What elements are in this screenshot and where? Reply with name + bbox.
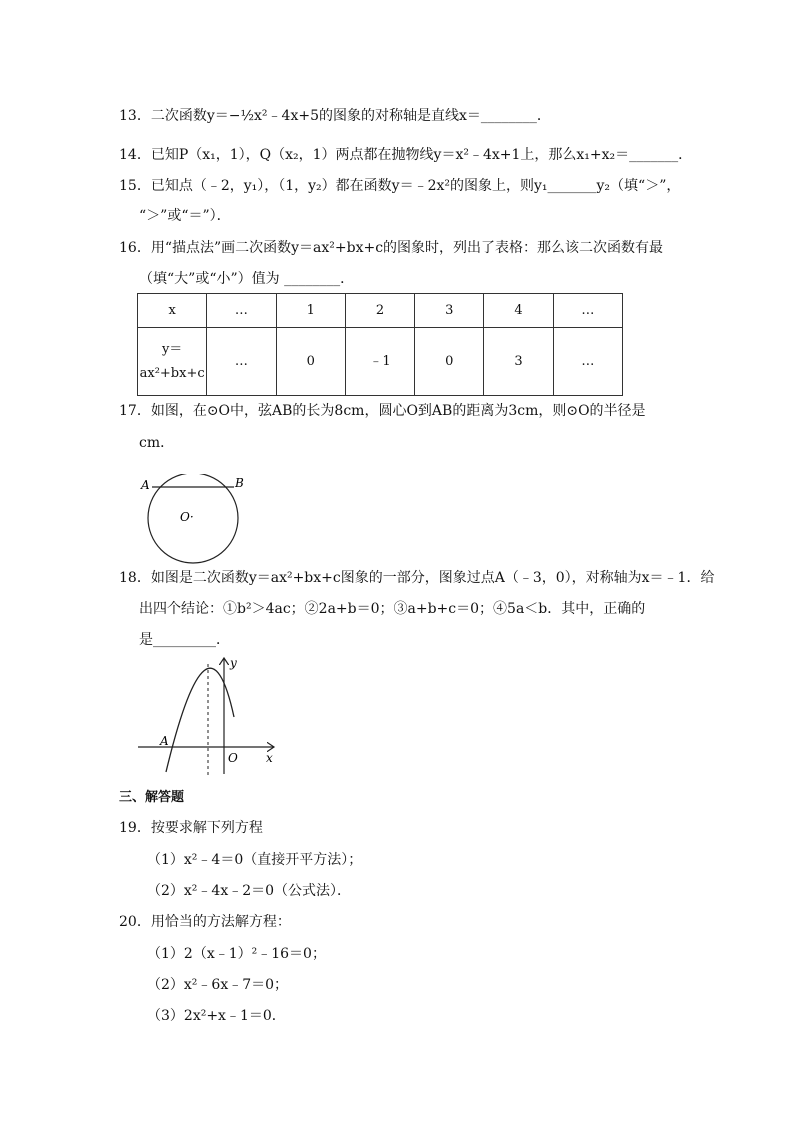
question-17-line-1: 17．如图，在⊙O中，弦AB的长为8cm，圆心O到AB的距离为3cm，则⊙O的半径是	[119, 403, 646, 419]
table-header-cell	[138, 328, 207, 396]
question-20-part-2: （2）x²﹣6x﹣7＝0；	[147, 977, 289, 993]
label-a: A	[141, 478, 150, 492]
question-20-part-1: （1）2（x﹣1）²﹣16＝0；	[147, 946, 326, 962]
question-15-line-1: 15．已知点（﹣2，y₁），（1，y₂）都在函数y＝﹣2x²的图象上，则y₁_______y₂（填“＞”，	[119, 178, 681, 194]
table-cell: 2	[345, 294, 414, 328]
question-13: 13．二次函数y＝−½x²﹣4x+5的图象的对称轴是直线x＝________．	[119, 108, 551, 124]
table-cell: x	[138, 294, 207, 328]
question-19-part-1: （1）x²﹣4＝0（直接开平方法）；	[147, 852, 363, 868]
table-cell: 1	[276, 294, 345, 328]
table-cell: …	[207, 294, 276, 328]
question-18-line-3: 是_________．	[139, 632, 230, 648]
question-18-line-1: 18．如图是二次函数y＝ax²+bx+c图象的一部分，图象过点A（﹣3，0），对称轴为x＝﹣1．给	[119, 570, 715, 586]
question-20: 20．用恰当的方法解方程：	[119, 914, 291, 930]
table-cell: …	[207, 328, 276, 396]
question-20-part-3: （3）2x²+x﹣1＝0．	[147, 1008, 286, 1024]
table-cell: 3	[415, 294, 484, 328]
question-19-part-2: （2）x²﹣4x﹣2＝0（公式法）．	[147, 883, 352, 899]
question-16-line-2: （填“大”或“小”）值为 ________．	[139, 271, 355, 287]
question-19: 19．按要求解下列方程	[119, 820, 263, 836]
table-cell: 3	[484, 328, 553, 396]
question-16-line-1: 16．用“描点法”画二次函数y＝ax²+bx+c的图象时，列出了表格：那么该二次函数有最	[119, 240, 664, 256]
label-a: A	[160, 734, 169, 748]
value-table	[137, 293, 623, 395]
question-17-line-2: cm．	[139, 435, 175, 451]
label-o: O·	[180, 510, 194, 524]
label-x: x	[266, 751, 273, 765]
table-cell: …	[553, 328, 622, 396]
table-cell: 0	[276, 328, 345, 396]
table-cell: 4	[484, 294, 553, 328]
label-o: O	[228, 751, 238, 765]
table-cell: …	[553, 294, 622, 328]
question-18-line-2: 出四个结论：①b²＞4ac；②2a+b＝0；③a+b+c＝0；④5a＜b．其中，正确的	[139, 601, 646, 617]
table-header-line: ax²+bx+c	[139, 365, 205, 381]
table-header-line: y＝	[161, 341, 183, 357]
table-row	[138, 294, 623, 328]
question-14: 14．已知P（x₁，1），Q（x₂，1）两点都在抛物线y＝x²﹣4x+1上，那么x₁+x₂＝_______．	[119, 147, 693, 163]
table-cell: 0	[415, 328, 484, 396]
parabola-figure	[136, 652, 286, 777]
label-b: B	[235, 476, 244, 490]
circle-figure	[135, 474, 255, 564]
section-heading: 三、解答题	[119, 790, 185, 805]
table-cell: ﹣1	[345, 328, 414, 396]
table-row	[138, 328, 623, 396]
label-y: y	[230, 656, 237, 670]
question-15-line-2: “＞”或“＝”）．	[139, 208, 231, 224]
